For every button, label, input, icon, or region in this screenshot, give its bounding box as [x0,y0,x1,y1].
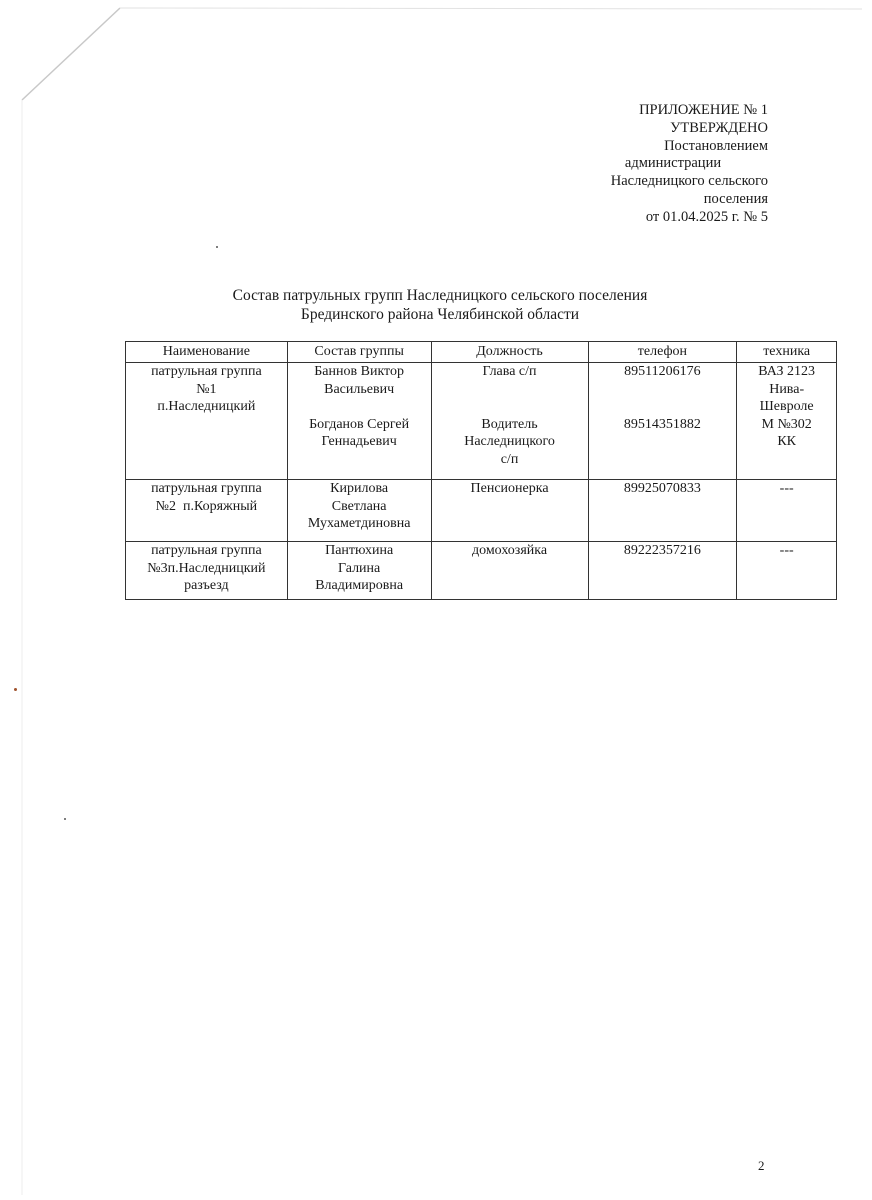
group-name-line: патрульная группа [151,543,262,558]
position-line: Водитель [481,416,538,432]
approval-line: Наследницкого сельского [610,173,768,190]
group-name-line: п.Наследницкий [157,399,256,414]
appendix-label: ПРИЛОЖЕНИЕ № 1 [639,102,768,118]
approval-line: поселения [703,190,768,207]
column-header-name: Наименование [126,342,288,363]
group-name-line: №2 п.Коряжный [155,498,258,514]
member-line: Геннадьевич [321,434,397,449]
position-cell: Пенсионерка [431,480,588,542]
title-line: Брединского района Челябинской области [300,306,580,323]
group-name-cell [126,542,288,600]
group-name-line: патрульная группа [151,481,262,496]
approved-label: УТВЕРЖДЕНО [670,119,768,136]
member-line: Пантюхина [325,543,394,558]
vehicle-line: Шевроле [759,399,814,414]
column-header-members: Состав группы [287,342,431,363]
table-row [126,480,837,542]
group-name-line: патрульная группа [151,364,262,379]
table-header-row [126,342,837,363]
scan-speck [216,246,218,248]
column-header-vehicle: техника [737,342,837,363]
member-line: Баннов Виктор [314,364,404,379]
members-cell [287,542,431,600]
approval-line: Постановлением [664,137,768,154]
position-line: с/п [500,451,519,467]
page-number: 2 [758,1158,765,1173]
group-name-line: №3п.Наследницкий [147,560,266,576]
position-line: Наследницкого [464,434,555,449]
vehicle-line: М №302 [761,416,812,432]
column-header-position: Должность [431,342,588,363]
position-line: Глава с/п [482,364,537,379]
members-cell [287,363,431,480]
approval-line: администрации [624,155,722,172]
position-cell: домохозяйка [431,542,588,600]
member-line: Мухаметдиновна [307,516,411,531]
member-line: Владимировна [315,578,404,593]
phone-cell [588,363,737,480]
position-cell [431,363,588,480]
member-line: Галина [337,560,381,576]
title-line: Состав патрульных групп Наследницкого сельского поселения [232,287,648,304]
column-header-phone: телефон [588,342,737,363]
members-cell [287,480,431,542]
group-name-cell [126,480,288,542]
group-name-cell [126,363,288,480]
table-row [126,363,837,480]
phone-number: 89514351882 [623,416,701,432]
vehicle-cell: --- [737,542,837,600]
approval-block [508,102,768,227]
table-row [126,542,837,600]
patrol-groups-table [125,341,837,600]
group-name-line: разъезд [184,578,229,593]
approval-date: от 01.04.2025 г. № 5 [645,208,768,225]
member-line: Светлана [331,498,387,514]
vehicle-line: КК [777,434,796,449]
member-line: Васильевич [324,381,395,397]
scan-speck [14,688,17,691]
group-name-line: №1 [196,381,217,397]
document-title [120,286,760,324]
vehicle-cell: --- [737,480,837,542]
phone-cell: 89925070833 [588,480,737,542]
member-line: Богданов Сергей [309,416,410,432]
phone-cell: 89222357216 [588,542,737,600]
vehicle-cell [737,363,837,480]
scan-speck [64,818,66,820]
phone-number: 89511206176 [624,364,701,379]
member-line: Кирилова [330,481,389,496]
vehicle-line: Нива- [769,381,805,397]
vehicle-line: ВАЗ 2123 [758,364,816,379]
